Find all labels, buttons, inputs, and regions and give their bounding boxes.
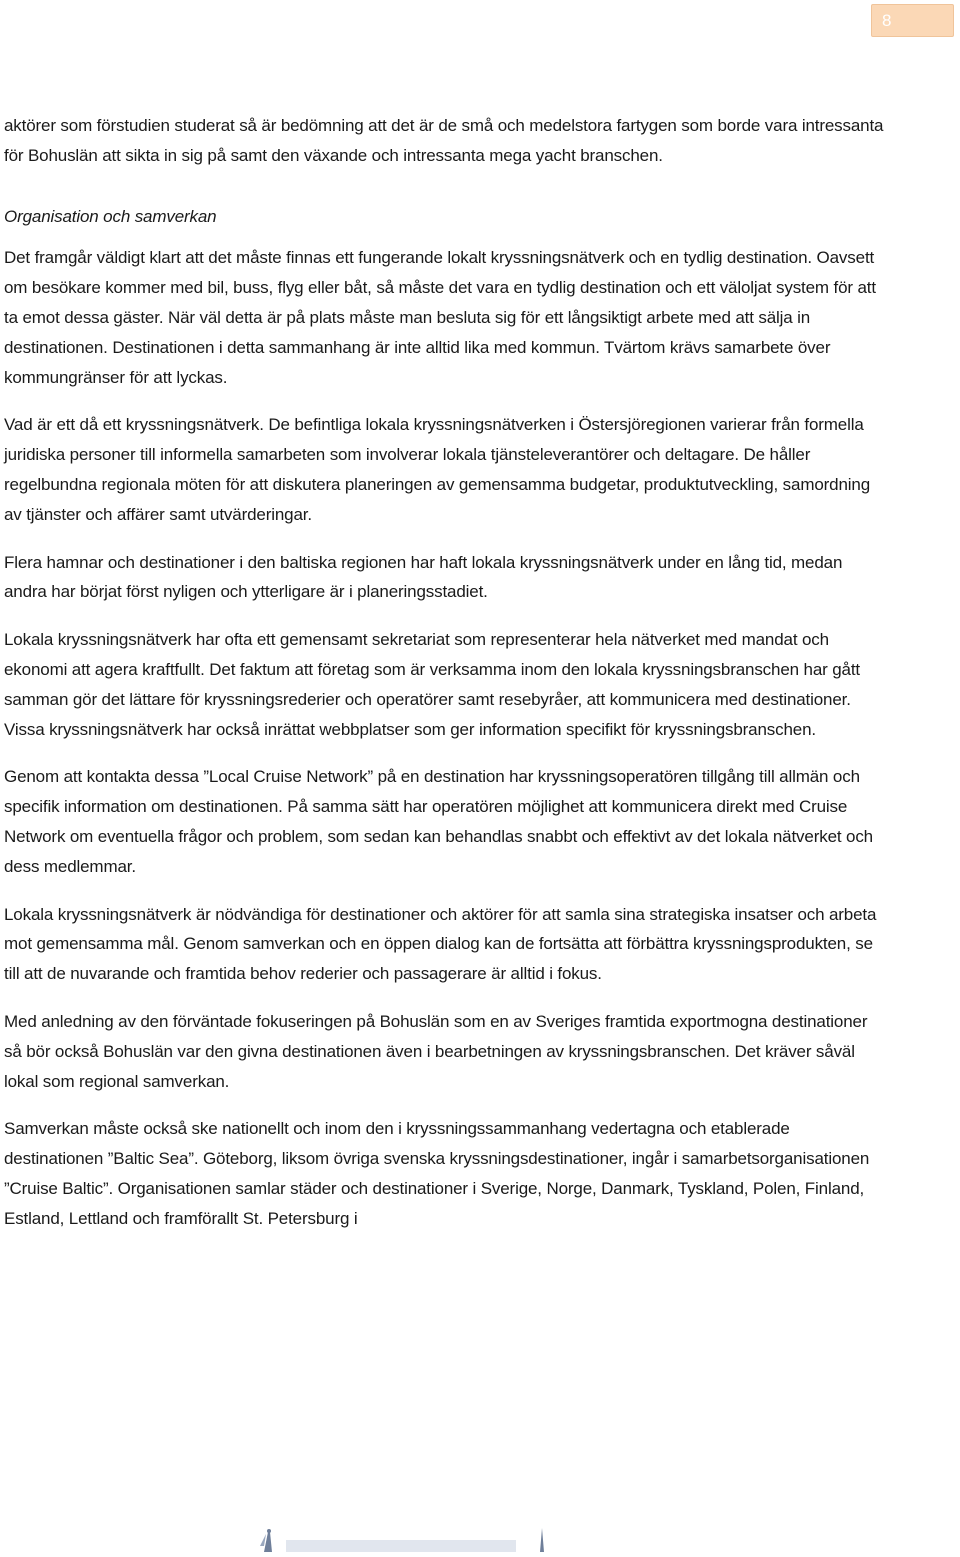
paragraph-network-definition: Vad är ett då ett kryssningsnätverk. De befintliga lokala kryssningsnätverken i Östersjöregionen varierar från formella juridiska personer till informella samarbeten som involverar lokala tjänsteleverantörer och deltagare. De håller regelbundna regionala möten för att diskutera planeringen av gemensamma budgetar, produktutveckling, samordning av tjänster och affärer samt utvärderingar.: [4, 415, 871, 524]
paragraph-necessity: Lokala kryssningsnätverk är nödvändiga för destinationer och aktörer för att samla sina strategiska insatser och arbeta mot gemensamma mål. Genom samverkan och en öppen dialog kan de fortsätta att förbättra kryssningsprodukten, se till att de nuvarande och framtida behov rederier och passagerare är alltid i fokus.: [4, 904, 877, 984]
paragraph-bohuslan-focus: Med anledning av den förväntade fokuseringen på Bohuslän som en av Sveriges framtida exportmogna destinationer så bör också Bohuslän var den givna destinationen även i bearbetningen av kryssningsbranschen. Det kräver såväl lokal som regional samverkan.: [4, 1011, 868, 1091]
paragraph-national-cooperation: Samverkan måste också ske nationellt och inom den i kryssningssammanhang vedertagna och etablerade destinationen ”Baltic Sea”. Göteborg, liksom övriga svenska kryssningsdestinationer, ingår i samarbetsorganisationen ”Cruise Baltic”. Organisationen samlar städer och destinationer i Sverige, Norge, Danmark, Tyskland, Polen, Finland, Estland, Lettland och framförallt St. Petersburg i: [4, 1119, 870, 1228]
paragraph-destination: Det framgår väldigt klart att det måste finnas ett fungerande lokalt kryssningsnätverk och en tydlig destination. Oavsett om besökare kommer med bil, buss, flyg eller båt, så måste det vara en tydlig destination och ett väloljat system för att ta emot dessa gäster. När väl detta är på plats måste man besluta sig för ett långsiktigt arbete med att sälja in destinationen. Destinationen i detta sammanhang är inte alltid lika med kommun. Tvärtom krävs samarbete över kommungränser för att lyckas.: [4, 248, 876, 387]
paragraph-intro-continuation: aktörer som förstudien studerat så är bedömning att det är de små och medelstora fartygen som borde vara intressanta för Bohuslän att sikta in sig på samt den växande och intressanta mega yacht branschen.: [4, 116, 884, 165]
page-number-badge: [871, 4, 954, 37]
footer-logo-icon: [250, 1528, 560, 1552]
section-heading: Organisation och samverkan: [4, 206, 217, 226]
document-body: [4, 111, 884, 1234]
page-number: 8: [882, 11, 892, 30]
paragraph-baltic-ports: Flera hamnar och destinationer i den baltiska regionen har haft lokala kryssningsnätverk under en lång tid, medan andra har börjat först nyligen och ytterligare är i planeringsstadiet.: [4, 552, 843, 602]
paragraph-local-cruise-network: Genom att kontakta dessa ”Local Cruise Network” på en destination har kryssningsoperatören tillgång till allmän och specifik information om destinationen. På samma sätt har operatören möjlighet att kommunicera direkt med Cruise Network om eventuella frågor och problem, som sedan kan behandlas snabbt och effektivt av det lokala nätverket och dess medlemmar.: [4, 767, 873, 876]
paragraph-secretariat: Lokala kryssningsnätverk har ofta ett gemensamt sekretariat som representerar hela nätverket med mandat och ekonomi att agera kraftfullt. Det faktum att företag som är verksamma inom den lokala kryssningsbranschen har gått samman gör det lättare för kryssningsrederier och operatörer samt resebyråer, att kommunicera med destinationer. Vissa kryssningsnätverk har också inrättat webbplatser som ger information specifikt för kryssningsbranschen.: [4, 630, 860, 739]
